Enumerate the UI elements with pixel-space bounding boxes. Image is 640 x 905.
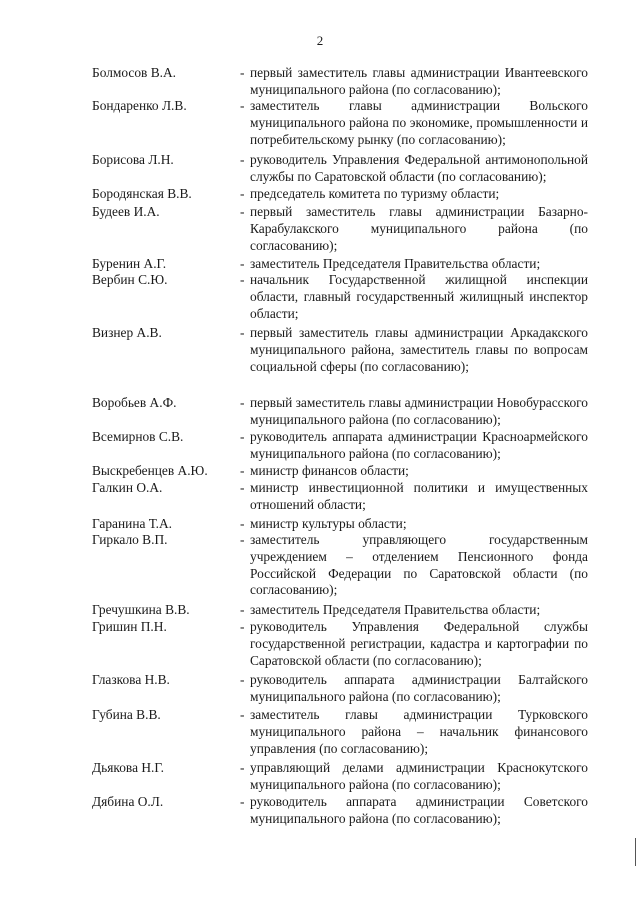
member-position: первый заместитель главы администрации Ивантеевского муниципального района (по согласованию); — [250, 65, 588, 97]
member-position: заместитель главы администрации Вольского муниципального района по экономике, промышленности и потребительскому рынку (по согласованию); — [250, 98, 588, 147]
member-position: заместитель Председателя Правительства области; — [250, 256, 541, 271]
member-name: Дьякова Н.Г. — [92, 760, 164, 775]
member-position: руководитель аппарата администрации Балтайского муниципального района (по согласованию); — [250, 672, 588, 704]
dash: - — [240, 794, 245, 809]
member-name: Буренин А.Г. — [92, 256, 167, 271]
member-name: Дябина О.Л. — [92, 794, 164, 809]
member-position: заместитель главы администрации Турковского муниципального района – начальник финансового управления (по согласованию); — [250, 707, 588, 756]
member-name: Воробьев А.Ф. — [92, 395, 177, 410]
dash: - — [240, 186, 245, 201]
member-position: министр инвестиционной политики и имущественных отношений области; — [250, 480, 588, 512]
dash: - — [240, 256, 245, 271]
dash: - — [240, 98, 245, 113]
member-name: Глазкова Н.В. — [92, 672, 170, 687]
member-name: Выскребенцев А.Ю. — [92, 463, 208, 478]
dash: - — [240, 325, 245, 340]
dash: - — [240, 152, 245, 167]
member-name: Бондаренко Л.В. — [92, 98, 187, 113]
dash: - — [240, 480, 245, 495]
dash: - — [240, 619, 245, 634]
member-name: Гиркало В.П. — [92, 532, 168, 547]
dash: - — [240, 429, 245, 444]
member-name: Гречушкина В.В. — [92, 602, 190, 617]
member-name: Всемирнов С.В. — [92, 429, 184, 444]
dash: - — [240, 760, 245, 775]
member-name: Галкин О.А. — [92, 480, 163, 495]
member-position: заместитель управляющего государственным учреждением – отделением Пенсионного фонда Российской Федерации по Саратовской области (по согласованию); — [250, 532, 588, 598]
member-name: Визнер А.В. — [92, 325, 162, 340]
member-name: Вербин С.Ю. — [92, 272, 168, 287]
member-name: Гаранина Т.А. — [92, 516, 172, 531]
member-position: первый заместитель главы администрации Базарно-Карабулакского муниципального района (по согласованию); — [250, 204, 588, 253]
member-position: первый заместитель главы администрации Новобурасского муниципального района (по согласованию); — [250, 395, 588, 427]
member-position: министр культуры области; — [250, 516, 407, 531]
member-position: управляющий делами администрации Краснокутского муниципального района (по согласованию); — [250, 760, 588, 792]
member-position: заместитель Председателя Правительства области; — [250, 602, 541, 617]
dash: - — [240, 516, 245, 531]
dash: - — [240, 672, 245, 687]
member-position: председатель комитета по туризму области; — [250, 186, 500, 201]
member-position: начальник Государственной жилищной инспекции области, главный государственный жилищный инспектор области; — [250, 272, 588, 321]
member-position: руководитель аппарата администрации Советского муниципального района (по согласованию); — [250, 794, 588, 826]
member-name: Будеев И.А. — [92, 204, 160, 219]
member-position: первый заместитель главы администрации Аркадакского муниципального района, заместитель главы по вопросам социальной сферы (по согласованию); — [250, 325, 588, 374]
dash: - — [240, 204, 245, 219]
member-name: Гришин П.Н. — [92, 619, 167, 634]
member-name: Борисова Л.Н. — [92, 152, 174, 167]
page-number: 2 — [316, 33, 324, 48]
member-name: Бородянская В.В. — [92, 186, 192, 201]
dash: - — [240, 602, 245, 617]
dash: - — [240, 532, 245, 547]
dash: - — [240, 707, 245, 722]
dash: - — [240, 272, 245, 287]
member-position: руководитель Управления Федеральной антимонопольной службы по Саратовской области (по согласованию); — [250, 152, 588, 184]
dash: - — [240, 65, 245, 80]
member-name: Болмосов В.А. — [92, 65, 176, 80]
dash: - — [240, 463, 245, 478]
dash: - — [240, 395, 245, 410]
member-name: Губина В.В. — [92, 707, 161, 722]
member-position: руководитель Управления Федеральной службы государственной регистрации, кадастра и картографии по Саратовской области (по согласованию); — [250, 619, 588, 668]
member-position: министр финансов области; — [250, 463, 409, 478]
member-position: руководитель аппарата администрации Красноармейского муниципального района (по согласованию); — [250, 429, 588, 461]
scan-edge-mark — [635, 838, 636, 866]
